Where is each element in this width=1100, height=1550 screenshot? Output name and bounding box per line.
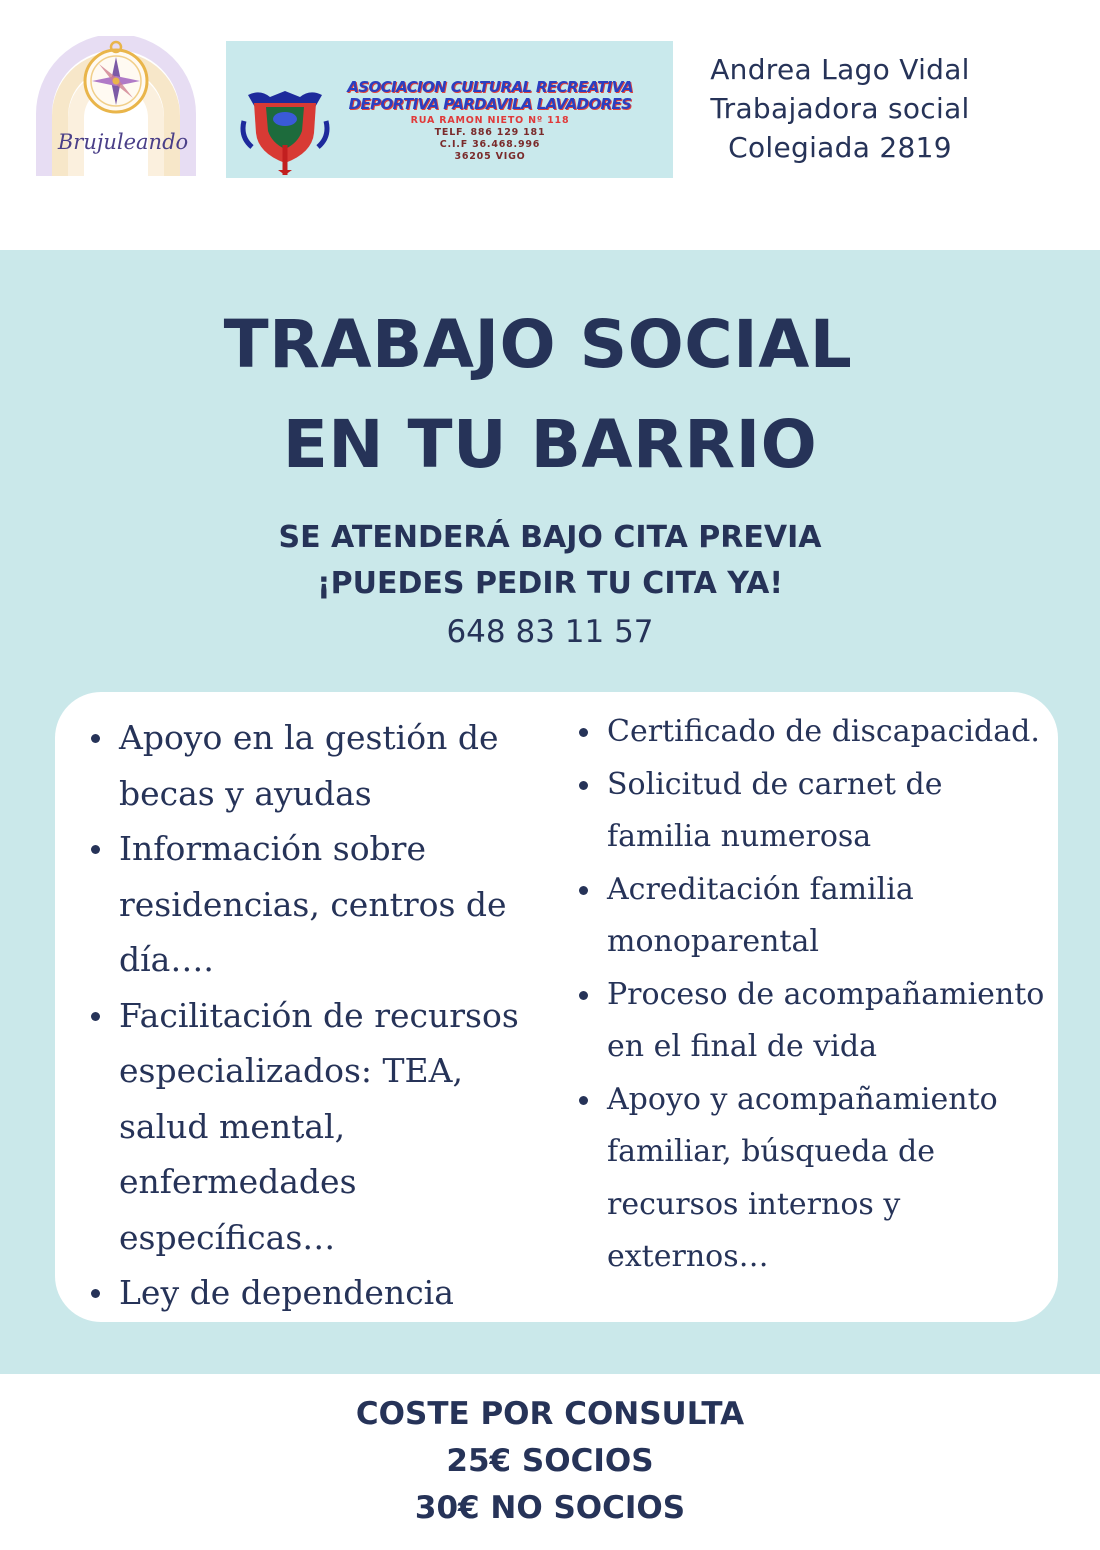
association-name-line2: DEPORTIVA PARDAVILA LAVADORES [348, 95, 632, 113]
header [0, 0, 1100, 250]
services-left-column [91, 710, 531, 1321]
list-item: Proceso de acompañamiento en el final de vida [579, 969, 1049, 1074]
association-name-line1: ASOCIACION CULTURAL RECREATIVA [347, 78, 633, 96]
association-logo [226, 41, 673, 178]
appointment-line1: SE ATENDERÁ BAJO CITA PREVIA [278, 520, 822, 555]
title-line1: TRABAJO SOCIAL [223, 306, 853, 383]
signature-block [680, 50, 1000, 167]
services-card [55, 692, 1058, 1322]
services-right-list [579, 706, 1049, 1284]
association-postal: 36205 VIGO [454, 151, 526, 162]
list-item: Certificado de discapacidad. [579, 706, 1049, 759]
list-item: Ley de dependencia [91, 1265, 531, 1321]
list-item: Acreditación familia monoparental [579, 864, 1049, 969]
appointment-line2: ¡PUEDES PEDIR TU CITA YA! [316, 566, 784, 601]
services-left-list [91, 710, 531, 1321]
brujuleando-logo [36, 36, 196, 181]
list-item: Facilitación de recursos especializados: TEA, salud mental, enfermedades específicas… [91, 988, 531, 1266]
list-item: Apoyo en la gestión de becas y ayudas [91, 710, 531, 821]
page-title [0, 295, 1100, 495]
cost-title: COSTE POR CONSULTA [355, 1396, 745, 1432]
worker-name: Andrea Lago Vidal [710, 53, 970, 86]
phone-number[interactable]: 648 83 11 57 [446, 614, 654, 650]
association-cif: C.I.F 36.468.996 [439, 139, 541, 150]
crest-icon [240, 75, 330, 175]
members-price: 25€ SOCIOS [446, 1443, 654, 1479]
footer [0, 1374, 1100, 1550]
main-band [0, 250, 1100, 1374]
list-item: Información sobre residencias, centros de día…. [91, 821, 531, 988]
association-text [330, 79, 650, 163]
title-line2: EN TU BARRIO [282, 406, 818, 483]
worker-license: Colegiada 2819 [728, 131, 952, 164]
non-members-price: 30€ NO SOCIOS [414, 1490, 686, 1526]
association-address: RUA RAMON NIETO Nº 118 [410, 115, 570, 126]
services-right-column [579, 706, 1049, 1284]
list-item: Apoyo y acompañamiento familiar, búsqueda de recursos internos y externos… [579, 1074, 1049, 1284]
appointment-notice [0, 515, 1100, 607]
brujuleando-logo-text: Brujuleando [57, 130, 189, 154]
list-item: Solicitud de carnet de familia numerosa [579, 759, 1049, 864]
association-phone: TELF. 886 129 181 [434, 127, 546, 138]
pricing-block [0, 1391, 1100, 1532]
rainbow-compass-icon [36, 36, 196, 181]
worker-role: Trabajadora social [710, 92, 970, 125]
